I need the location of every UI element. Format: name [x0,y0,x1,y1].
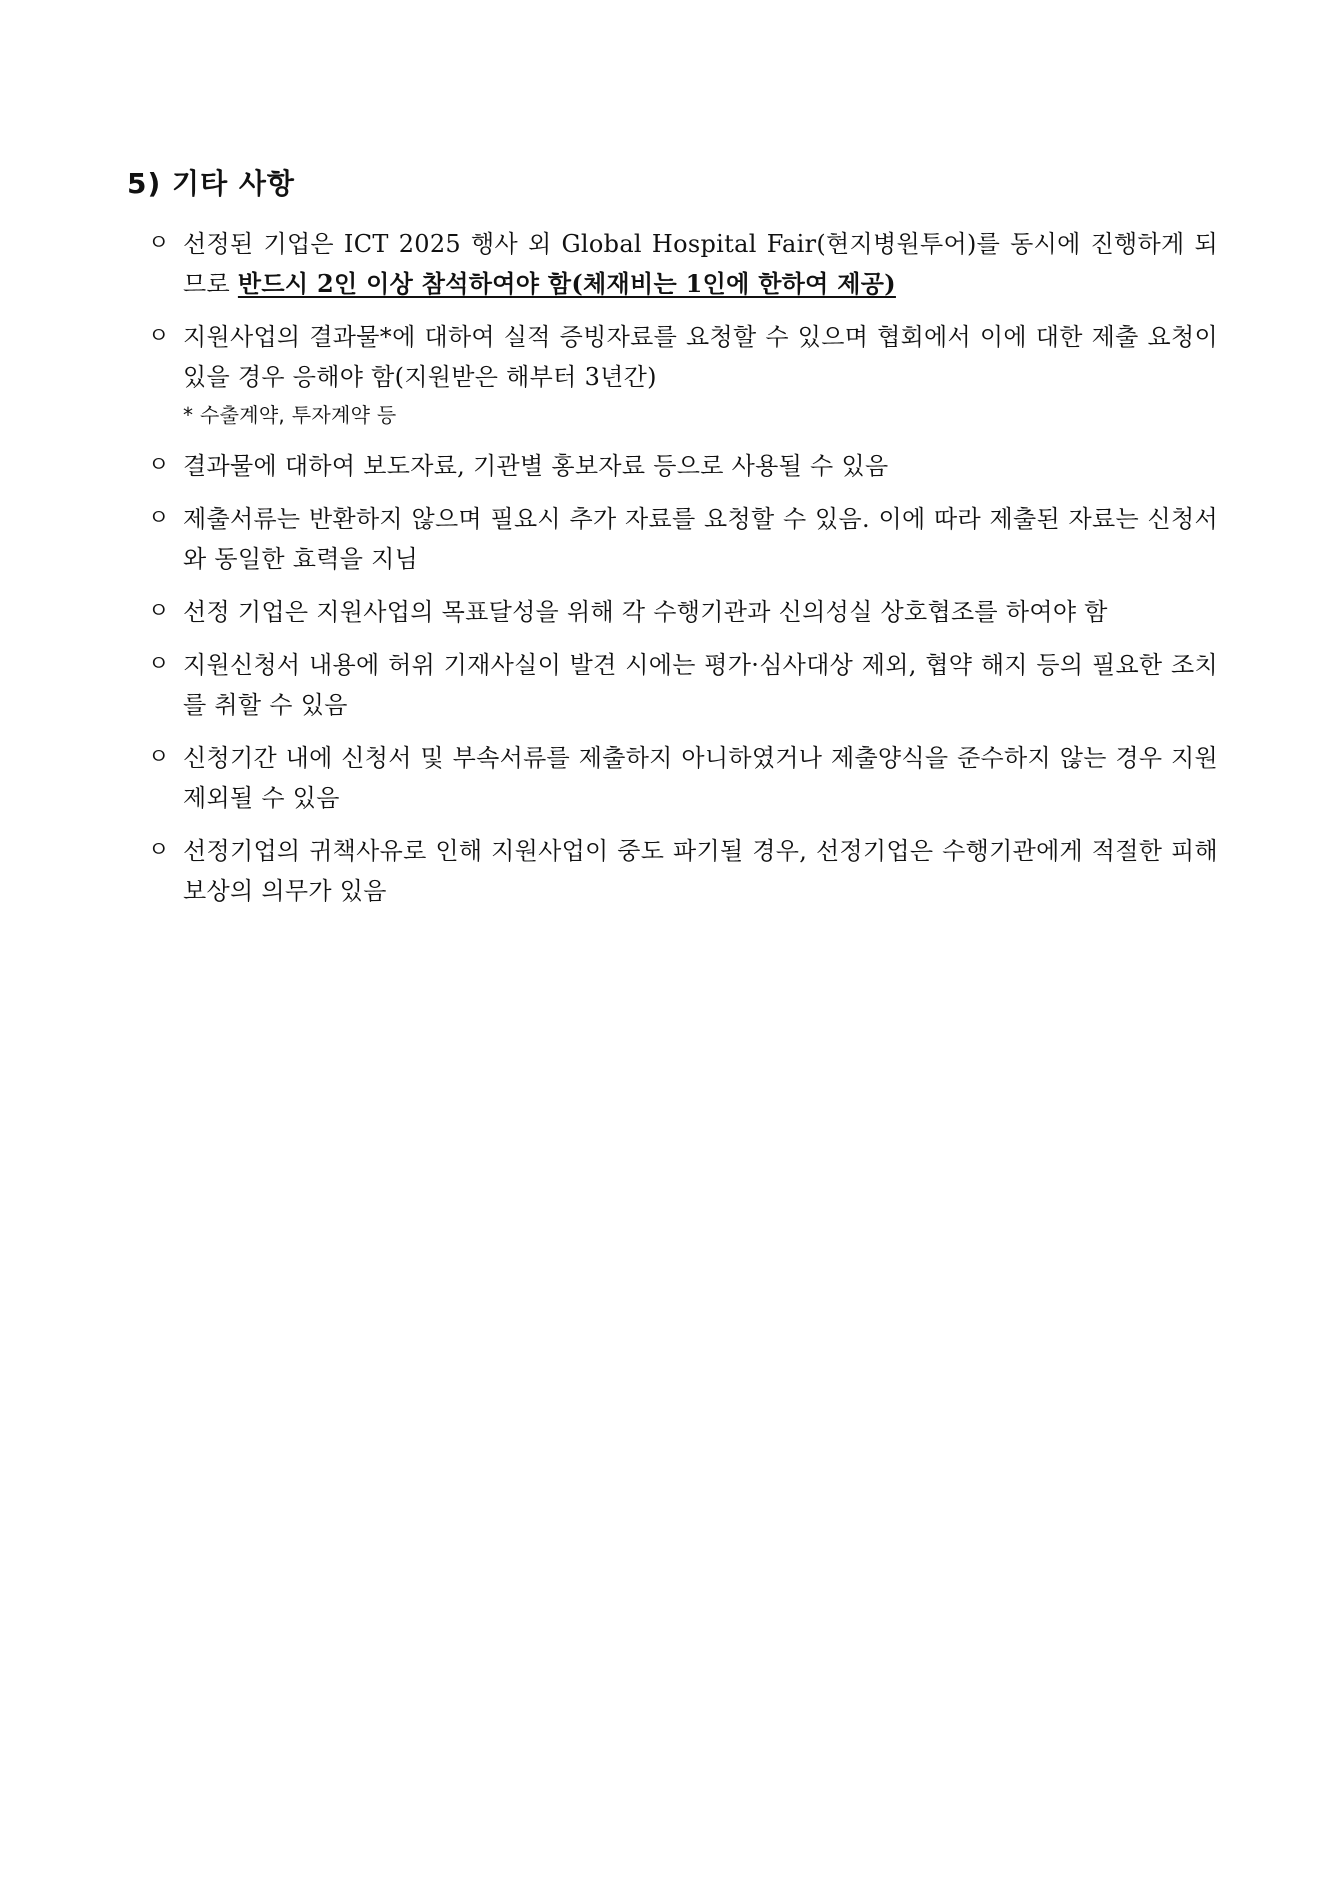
bullet-icon: ㅇ [148,506,170,531]
item-text: 선정 기업은 지원사업의 목표달성을 위해 각 수행기관과 신의성실 상호협조를 하여야 함 [183,598,1108,626]
list-item [146,831,1218,911]
list-item [146,499,1218,579]
list-item [146,446,1218,486]
item-text: 신청기간 내에 신청서 및 부속서류를 제출하지 아니하였거나 제출양식을 준수하지 않는 경우 지원 제외될 수 있음 [183,744,1218,812]
bullet-icon: ㅇ [148,652,170,677]
bullet-icon: ㅇ [148,453,170,478]
section-title: 5) 기타 사항 [127,167,295,200]
bullet-icon: ㅇ [148,599,170,624]
footnote: * 수출계약, 투자계약 등 [183,403,397,427]
item-text: 지원신청서 내용에 허위 기재사실이 발견 시에는 평가·심사대상 제외, 협약 해지 등의 필요한 조치를 취할 수 있음 [183,651,1218,719]
bullet-icon: ㅇ [148,324,170,349]
list-item [146,224,1218,304]
bullet-icon: ㅇ [148,231,170,256]
list-item [146,645,1218,725]
item-text: 제출서류는 반환하지 않으며 필요시 추가 자료를 요청할 수 있음. 이에 따라 제출된 자료는 신청서와 동일한 효력을 지님 [183,505,1218,573]
item-text: 결과물에 대하여 보도자료, 기관별 홍보자료 등으로 사용될 수 있음 [183,452,889,480]
item-text: 선정된 기업은 ICT 2025 행사 외 Global Hospital Fair(현지병원투어)를 동시에 진행하게 되므로 반드시 2인 이상 참석하여야 함(체재비는 1인에 한하여 제공) [183,230,1218,298]
list-item [146,592,1218,632]
emphasis-text: 반드시 2인 이상 참석하여야 함(체재비는 1인에 한하여 제공) [237,269,896,298]
item-text: 선정기업의 귀책사유로 인해 지원사업이 중도 파기될 경우, 선정기업은 수행기관에게 적절한 피해보상의 의무가 있음 [183,837,1218,905]
list-item [146,317,1218,433]
list-item [146,738,1218,818]
bullet-icon: ㅇ [148,838,170,863]
bullet-icon: ㅇ [148,745,170,770]
item-list [146,224,1218,924]
item-text: 지원사업의 결과물*에 대하여 실적 증빙자료를 요청할 수 있으며 협회에서 이에 대한 제출 요청이 있을 경우 응해야 함(지원받은 해부터 3년간) [183,323,1218,391]
